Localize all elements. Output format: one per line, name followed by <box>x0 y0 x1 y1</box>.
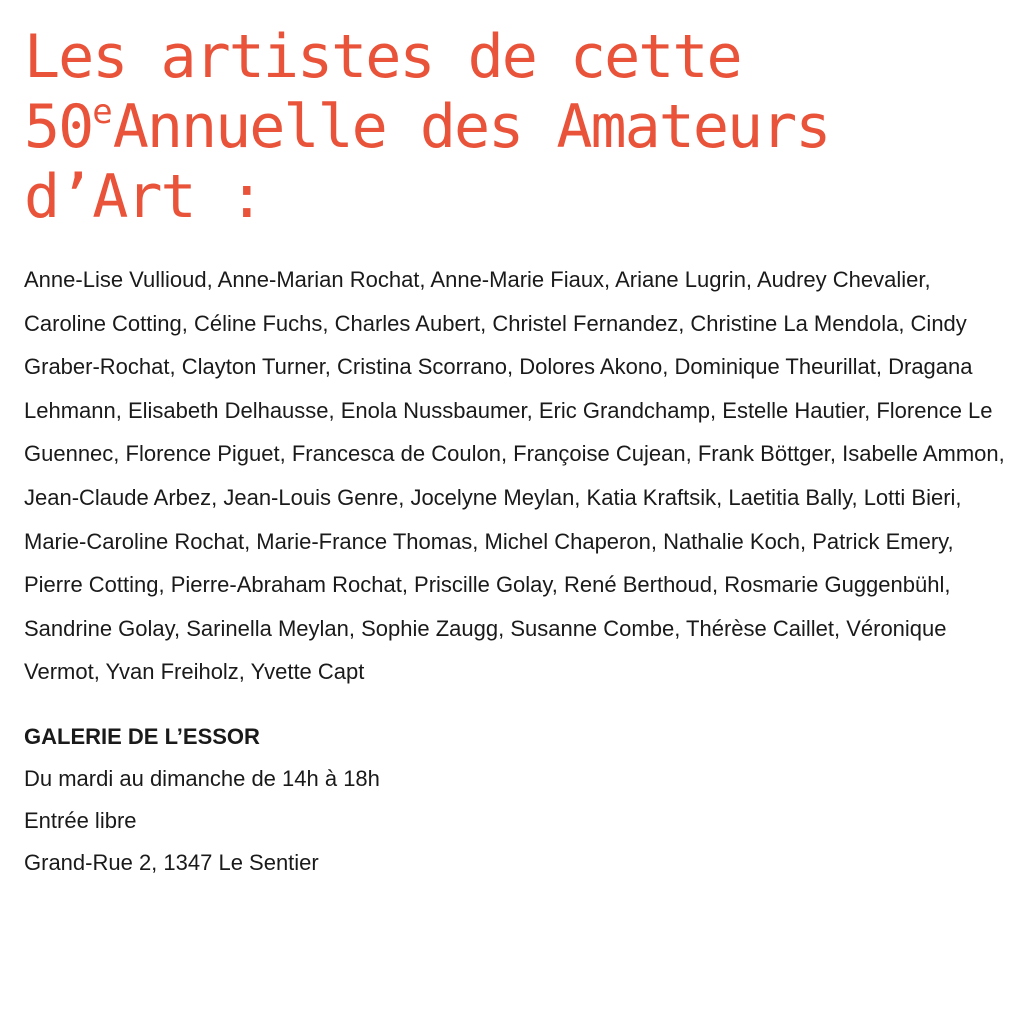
admission: Entrée libre <box>24 807 137 833</box>
venue-info <box>24 716 1014 884</box>
edition-superscript: e <box>92 92 113 132</box>
opening-hours: Du mardi au dimanche de 14h à 18h <box>24 765 380 791</box>
headline-line-3: d’Art : <box>24 162 263 232</box>
edition-number: 50 <box>24 92 93 162</box>
headline-line-2-rest: Annuelle des Amateurs <box>112 92 830 162</box>
venue-name: GALERIE DE L’ESSOR <box>24 723 260 749</box>
headline-line-2 <box>24 92 1014 162</box>
page-content <box>24 22 1014 884</box>
headline <box>24 22 1014 232</box>
artists-list: Anne-Lise Vullioud, Anne-Marian Rochat, Anne-Marie Fiaux, Ariane Lugrin, Audrey Chevalier, Caroline Cotting, Céline Fuchs, Charles Aubert, Christel Fernandez, Christine La Mendola, Cindy Graber-Rochat, Clayton Turner, Cristina Scorrano, Dolores Akono, Dominique Theurillat, Dragana Lehmann, Elisabeth Delhausse, Enola Nussbaumer, Eric Grandchamp, Estelle Hautier, Florence Le Guennec, Florence Piguet, Francesca de Coulon, Françoise Cujean, Frank Böttger, Isabelle Ammon, Jean-Claude Arbez, Jean-Louis Genre, Jocelyne Meylan, Katia Kraftsik, Laetitia Bally, Lotti Bieri, Marie-Caroline Rochat, Marie-France Thomas, Michel Chaperon, Nathalie Koch, Patrick Emery, Pierre Cotting, Pierre-Abraham Rochat, Priscille Golay, René Berthoud, Rosmarie Guggenbühl, Sandrine Golay, Sarinella Meylan, Sophie Zaugg, Susanne Combe, Thérèse Caillet, Véronique Vermot, Yvan Freiholz, Yvette Capt <box>24 267 1005 685</box>
address: Grand-Rue 2, 1347 Le Sentier <box>24 849 319 875</box>
headline-line-1: Les artistes de cette <box>24 22 741 92</box>
